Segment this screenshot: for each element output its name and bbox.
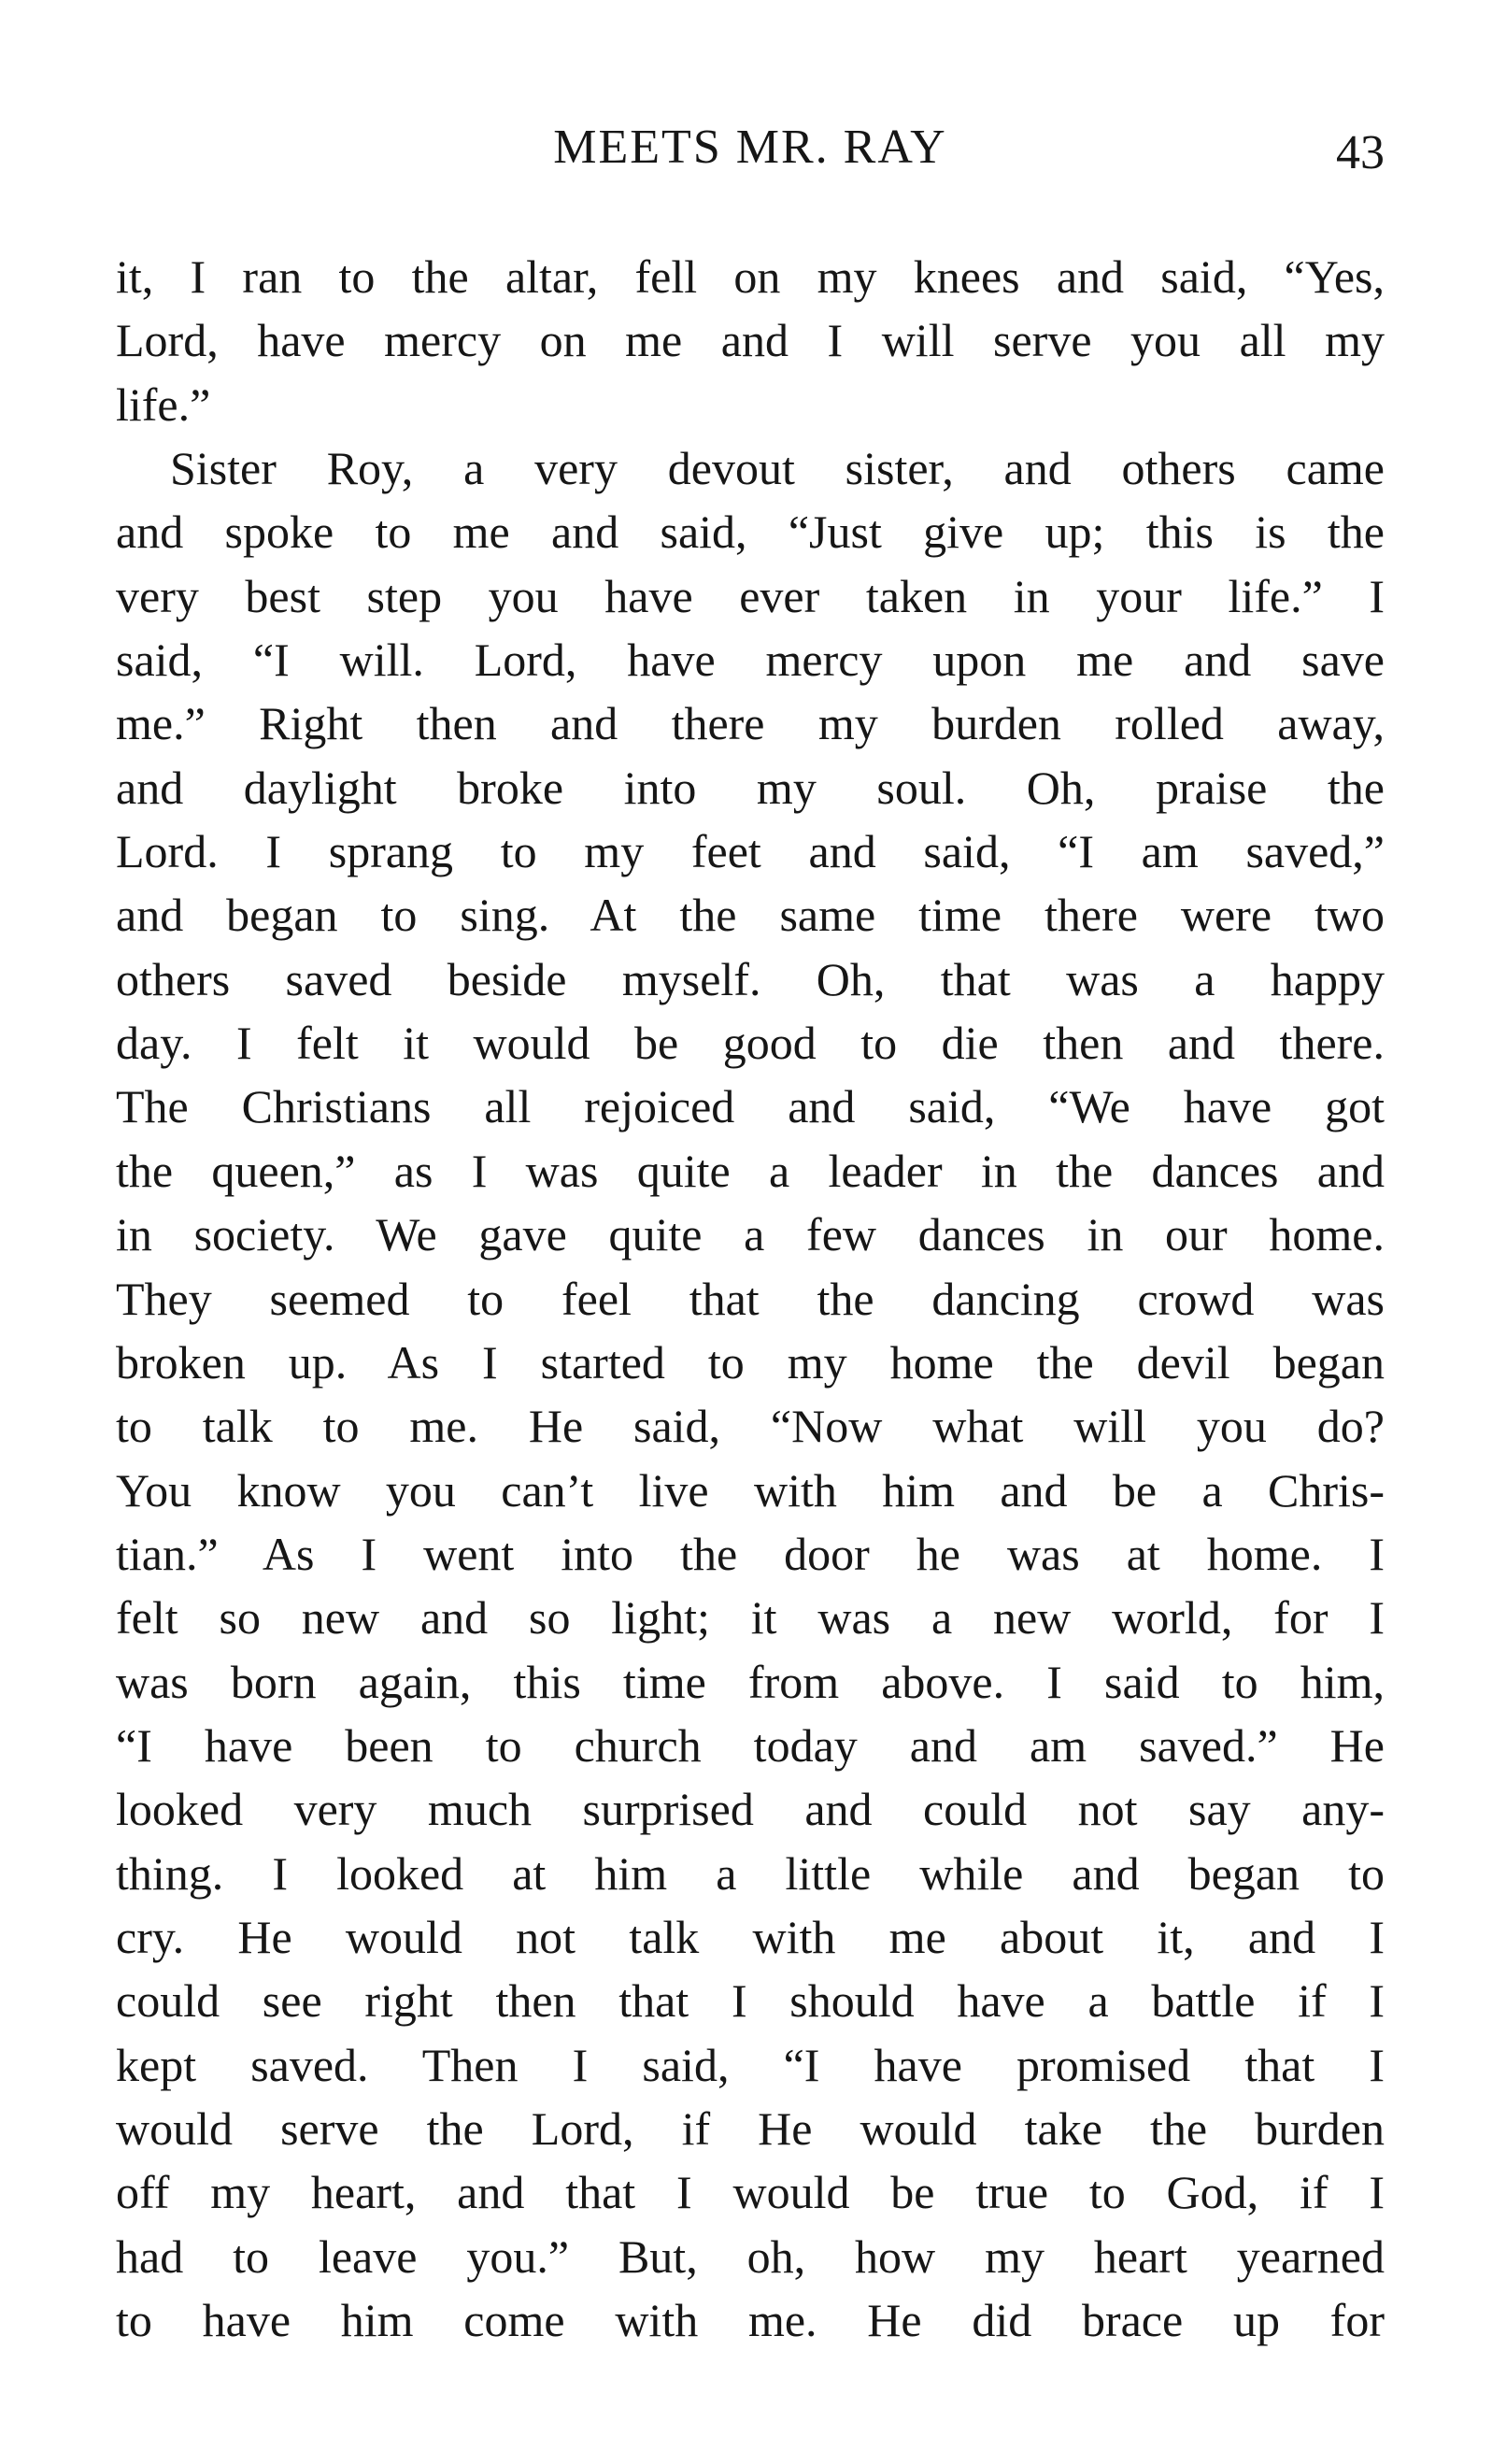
text-line: and daylight broke into my soul. Oh, praise the: [116, 761, 1385, 814]
text-line: could see right then that I should have a battle if I: [116, 1974, 1385, 2028]
page-number: 43: [1336, 126, 1385, 179]
text-line: cry. He would not talk with me about it, and I: [116, 1910, 1385, 1963]
text-line: broken up. As I started to my home the devil began: [116, 1335, 1385, 1389]
text-line: kept saved. Then I said, “I have promised that I: [116, 2038, 1385, 2091]
text-line: to talk to me. He said, “Now what will you do?: [116, 1400, 1385, 1453]
text-line: off my heart, and that I would be true to God, if I: [116, 2166, 1385, 2219]
text-line: looked very much surprised and could not say any-: [116, 1783, 1385, 1836]
text-line: Sister Roy, a very devout sister, and others came: [170, 442, 1385, 495]
text-line: to have him come with me. He did brace up for: [116, 2294, 1385, 2346]
body-text: [116, 245, 1385, 2352]
text-line: felt so new and so light; it was a new world, for I: [116, 1591, 1385, 1645]
text-line: You know you can’t live with him and be a Chris-: [116, 1463, 1385, 1517]
text-line: was born again, this time from above. I said to him,: [116, 1655, 1385, 1708]
text-line: day. I felt it would be good to die then and there.: [116, 1017, 1385, 1070]
text-line: Lord, have mercy on me and I will serve you all my: [116, 314, 1385, 367]
text-line: Lord. I sprang to my feet and said, “I am saved,”: [116, 825, 1385, 878]
text-line: The Christians all rejoiced and said, “We have got: [116, 1080, 1385, 1133]
text-line: “I have been to church today and am saved.” He: [116, 1718, 1385, 1772]
text-line: thing. I looked at him a little while and began to: [116, 1846, 1385, 1900]
running-title: MEETS MR. RAY: [553, 121, 947, 174]
text-line: and spoke to me and said, “Just give up; this is the: [116, 506, 1385, 559]
text-line: life.”: [116, 377, 211, 431]
running-head: [116, 110, 1385, 185]
text-line: it, I ran to the altar, fell on my knees and said, “Yes,: [116, 250, 1385, 303]
text-line: the queen,” as I was quite a leader in the dances and: [116, 1144, 1385, 1197]
text-line: and began to sing. At the same time there were two: [116, 889, 1385, 942]
text-line: They seemed to feel that the dancing crowd was: [116, 1272, 1385, 1325]
text-line: in society. We gave quite a few dances in our home.: [116, 1208, 1385, 1261]
text-line: said, “I will. Lord, have mercy upon me and save: [116, 634, 1385, 687]
text-line: had to leave you.” But, oh, how my heart yearned: [116, 2229, 1385, 2283]
text-line: others saved beside myself. Oh, that was a happy: [116, 952, 1385, 1005]
text-line: tian.” As I went into the door he was at home. I: [116, 1527, 1385, 1580]
text-line: would serve the Lord, if He would take the burden: [116, 2101, 1385, 2155]
text-line: me.” Right then and there my burden rolled away,: [116, 697, 1385, 750]
text-line: very best step you have ever taken in your life.” I: [116, 569, 1385, 622]
